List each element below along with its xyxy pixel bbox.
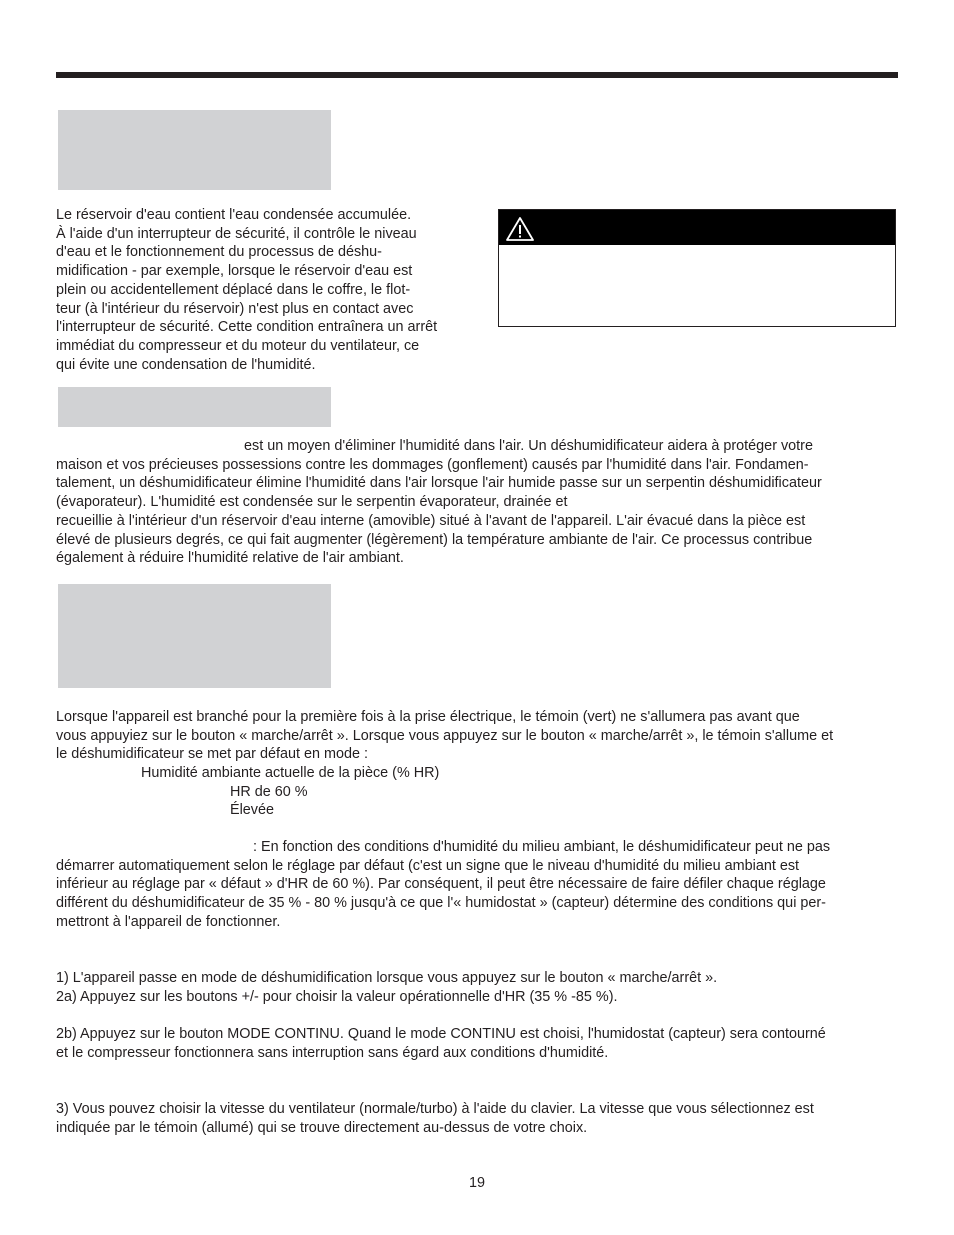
text-line: maison et vos précieuses possessions contre les dommages (gonflement) causés par l'humidité dans l'air. Fondamen-: [56, 456, 809, 473]
text-line: qui évite une condensation de l'humidité.: [56, 356, 316, 373]
text-line: élevé de plusieurs degrés, ce qui fait augmenter (légèrement) la température ambiante de l'air. Ce processus contribue: [56, 531, 813, 548]
top-rule: [56, 72, 898, 78]
text-line: 2b) Appuyez sur le bouton MODE CONTINU. Quand le mode CONTINU est choisi, l'humidostat (capteur) sera contourné: [56, 1026, 826, 1042]
text-line: mettront à l'appareil de fonctionner.: [56, 913, 281, 930]
text-line: différent du déshumidificateur de 35 % - 80 % jusqu'à ce que l'« humidostat » (capteur) détermine des conditions qui per-: [56, 895, 826, 912]
step-3: [56, 1100, 814, 1137]
text-line: recueillie à l'intérieur d'un réservoir d'eau interne (amovible) situé à l'avant de l'appareil. L'air évacué dans la pièce est: [56, 512, 806, 529]
text-line: : En fonction des conditions d'humidité du milieu ambiant, le déshumidificateur peut ne pas: [253, 839, 831, 855]
text-line: est un moyen d'éliminer l'humidité dans l'air. Un déshumidificateur aidera à protéger votre: [244, 438, 813, 454]
text-line: plein ou accidentellement déplacé dans le coffre, le flot-: [56, 281, 411, 298]
default-fan-value: Élevée: [230, 802, 275, 818]
text-line: Lorsque l'appareil est branché pour la première fois à la prise électrique, le témoin (vert) ne s'allumera pas avant que: [56, 709, 800, 725]
dehumidification-paragraph: [56, 437, 822, 568]
default-setting-value: HR de 60 %: [230, 784, 308, 800]
warning-box: [498, 209, 896, 327]
text-line: inférieur au réglage par « défaut » d'HR de 60 %). Par conséquent, il peut être nécessaire de faire défiler chaque réglage: [56, 876, 826, 893]
step-1: 1) L'appareil passe en mode de déshumidification lorsque vous appuyez sur le bouton « marche/arrêt ».: [56, 970, 718, 986]
page-number: 19: [468, 1175, 485, 1191]
warning-triangle-icon: [506, 216, 534, 242]
operation-heading-box: [58, 584, 331, 688]
text-line: Le réservoir d'eau contient l'eau condensée accumulée.: [56, 207, 412, 223]
text-line: d'eau et le fonctionnement du processus de déshu-: [56, 244, 382, 261]
text-line: midification - par exemple, lorsque le réservoir d'eau est: [56, 263, 413, 280]
text-line: démarrer automatiquement selon le réglage par défaut (c'est un signe que le niveau d'humidité du milieu ambiant est: [56, 857, 800, 874]
default-display-value: Humidité ambiante actuelle de la pièce (% HR): [141, 765, 440, 781]
startup-paragraph: [56, 708, 833, 764]
text-line: teur (à l'intérieur du réservoir) n'est plus en contact avec: [56, 300, 414, 317]
text-line: et le compresseur fonctionnera sans interruption sans égard aux conditions d'humidité.: [56, 1044, 609, 1061]
text-line: 3) Vous pouvez choisir la vitesse du ventilateur (normale/turbo) à l'aide du clavier. La vitesse que vous sélectionnez est: [56, 1101, 814, 1117]
text-line: immédiat du compresseur et du moteur du ventilateur, ce: [56, 337, 420, 354]
text-line: talement, un déshumidificateur élimine l'humidité dans l'air lorsque l'air humide passe sur un serpentin déshumidificateur: [56, 475, 822, 492]
text-line: (évaporateur). L'humidité est condensée sur le serpentin évaporateur, drainée et: [56, 494, 568, 511]
text-line: également à réduire l'humidité relative de l'air ambiant.: [56, 550, 404, 567]
text-line: À l'aide d'un interrupteur de sécurité, il contrôle le niveau: [56, 225, 417, 242]
step-2b: [56, 1025, 826, 1062]
warning-header: [499, 210, 895, 245]
reservoir-paragraph: [56, 206, 437, 374]
water-reservoir-heading-box: [58, 110, 331, 190]
text-line: indiquée par le témoin (allumé) qui se trouve directement au-dessus de votre choix.: [56, 1119, 588, 1136]
text-line: le déshumidificateur se met par défaut en mode :: [56, 746, 368, 763]
note-paragraph: [56, 838, 830, 932]
text-line: vous appuyiez sur le bouton « marche/arrêt ». Lorsque vous appuyez sur le bouton « marche/arrêt », le témoin s'allume et: [56, 727, 834, 744]
step-2a: 2a) Appuyez sur les boutons +/- pour choisir la valeur opérationnelle d'HR (35 % -85 %).: [56, 989, 618, 1005]
dehumidification-heading-box: [58, 387, 331, 427]
text-line: l'interrupteur de sécurité. Cette condition entraînera un arrêt: [56, 319, 438, 336]
